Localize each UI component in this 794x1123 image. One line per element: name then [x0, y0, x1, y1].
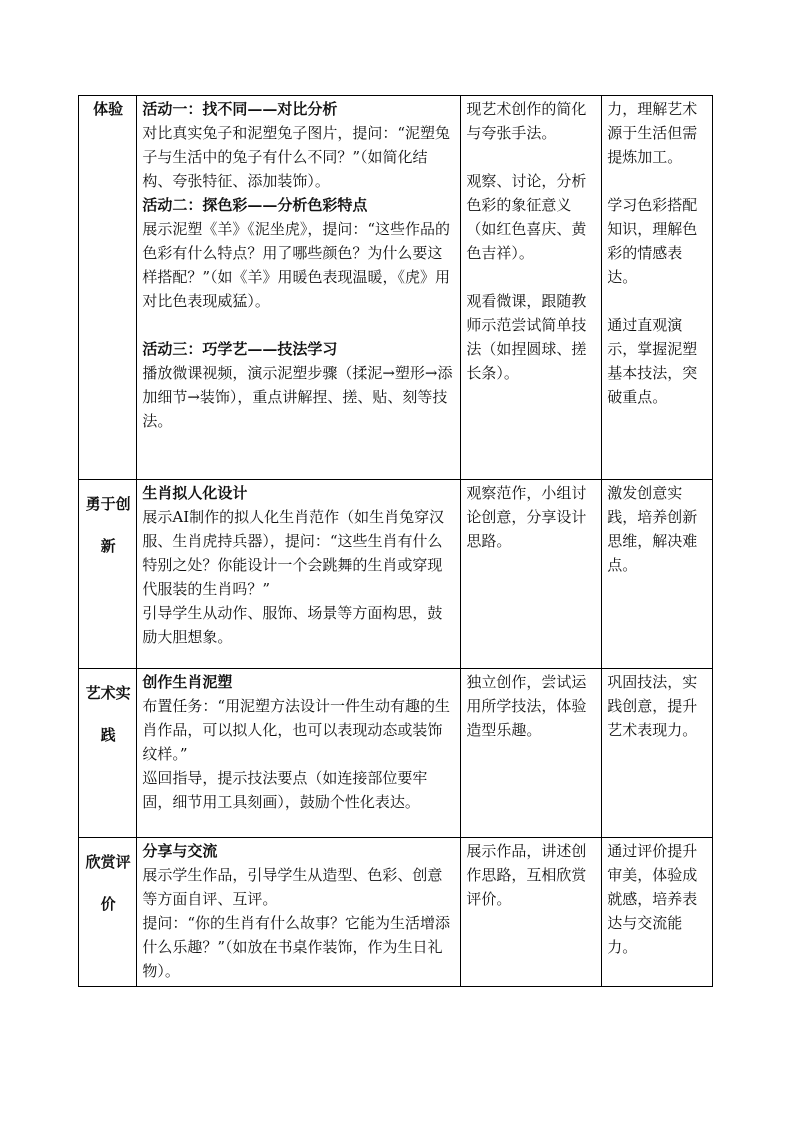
teacher-activity-cell	[137, 480, 461, 669]
stage-label: 勇于创新	[85, 495, 131, 555]
paragraph: 独立创作，尝试运用所学技法，体验造型乐趣。	[466, 673, 587, 739]
teacher-activity-cell	[137, 838, 461, 987]
spacer	[607, 289, 708, 313]
paragraph: 巩固技法，实践创意，提升艺术表现力。	[607, 673, 698, 739]
table-row	[79, 96, 713, 480]
design-intent-cell	[602, 480, 713, 669]
student-activity-cell	[461, 480, 602, 669]
paragraph: 观察、讨论，分析色彩的象征意义（如红色喜庆、黄色吉祥）。	[466, 172, 587, 262]
stage-label: 艺术实践	[85, 684, 131, 744]
stage-label: 欣赏评价	[85, 853, 131, 913]
paragraph: 通过直观演示，掌握泥塑基本技法，突破重点。	[607, 316, 698, 406]
activity-heading: 活动二：探色彩——分析色彩特点	[142, 196, 368, 214]
spacer	[142, 313, 456, 337]
spacer	[607, 169, 708, 193]
spacer	[466, 145, 597, 169]
table-row	[79, 669, 713, 838]
paragraph: 提问：“你的生肖有什么故事？它能为生活增添什么乐趣？”（如放在书桌作装饰，作为生日礼物）。	[142, 914, 451, 980]
activity-heading: 分享与交流	[142, 842, 218, 860]
teacher-activity-cell	[137, 669, 461, 838]
activity-heading: 活动一：找不同——对比分析	[142, 100, 338, 118]
paragraph: 播放微课视频，演示泥塑步骤（揉泥→塑形→添加细节→装饰），重点讲解捏、搓、贴、刻等技法。	[142, 364, 453, 430]
lesson-plan-table	[78, 95, 713, 987]
stage-label: 体验	[93, 100, 124, 118]
paragraph: 展示学生作品，引导学生从造型、色彩、创意等方面自评、互评。	[142, 866, 443, 908]
stage-cell	[79, 96, 137, 480]
student-activity-cell	[461, 669, 602, 838]
student-activity-cell	[461, 96, 602, 480]
paragraph: 学习色彩搭配知识，理解色彩的情感表达。	[607, 196, 698, 286]
design-intent-cell	[602, 96, 713, 480]
student-activity-cell	[461, 838, 602, 987]
design-intent-cell	[602, 669, 713, 838]
paragraph: 现艺术创作的简化与夸张手法。	[466, 100, 587, 142]
table-row	[79, 480, 713, 669]
paragraph: 布置任务：“用泥塑方法设计一件生动有趣的生肖作品，可以拟人化，也可以表现动态或装饰纹样。”	[142, 697, 451, 763]
teacher-activity-cell	[137, 96, 461, 480]
paragraph: 激发创意实践，培养创新思维，解决难点。	[607, 484, 698, 574]
paragraph: 展示泥塑《羊》《泥坐虎》，提问：“这些作品的色彩有什么特点？用了哪些颜色？为什么要这样搭配？”（如《羊》用暖色表现温暖，《虎》用对比色表现威猛）。	[142, 220, 451, 310]
paragraph: 通过评价提升审美，体验成就感，培养表达与交流能力。	[607, 842, 698, 956]
paragraph: 巡回指导，提示技法要点（如连接部位要牢固，细节用工具刻画），鼓励个性化表达。	[142, 769, 428, 811]
paragraph: 引导学生从动作、服饰、场景等方面构思，鼓励大胆想象。	[142, 604, 443, 646]
paragraph: 观看微课，跟随教师示范尝试简单技法（如捏圆球、搓长条）。	[466, 292, 587, 382]
activity-heading: 生肖拟人化设计	[142, 484, 248, 502]
paragraph: 展示AI制作的拟人化生肖范作（如生肖兔穿汉服、生肖虎持兵器），提问：“这些生肖有什么特别之处？你能设计一个会跳舞的生肖或穿现代服装的生肖吗？”	[142, 508, 445, 598]
stage-cell	[79, 838, 137, 987]
stage-cell	[79, 669, 137, 838]
table-row	[79, 838, 713, 987]
paragraph: 观察范作，小组讨论创意，分享设计思路。	[466, 484, 587, 550]
spacer	[466, 265, 597, 289]
paragraph: 对比真实兔子和泥塑兔子图片，提问：“泥塑兔子与生活中的兔子有什么不同？”（如简化结构、夸张特征、添加装饰）。	[142, 124, 451, 190]
stage-cell	[79, 480, 137, 669]
activity-heading: 创作生肖泥塑	[142, 673, 233, 691]
design-intent-cell	[602, 838, 713, 987]
activity-heading: 活动三：巧学艺——技法学习	[142, 340, 338, 358]
paragraph: 展示作品，讲述创作思路，互相欣赏评价。	[466, 842, 587, 908]
paragraph: 力，理解艺术源于生活但需提炼加工。	[607, 100, 698, 166]
